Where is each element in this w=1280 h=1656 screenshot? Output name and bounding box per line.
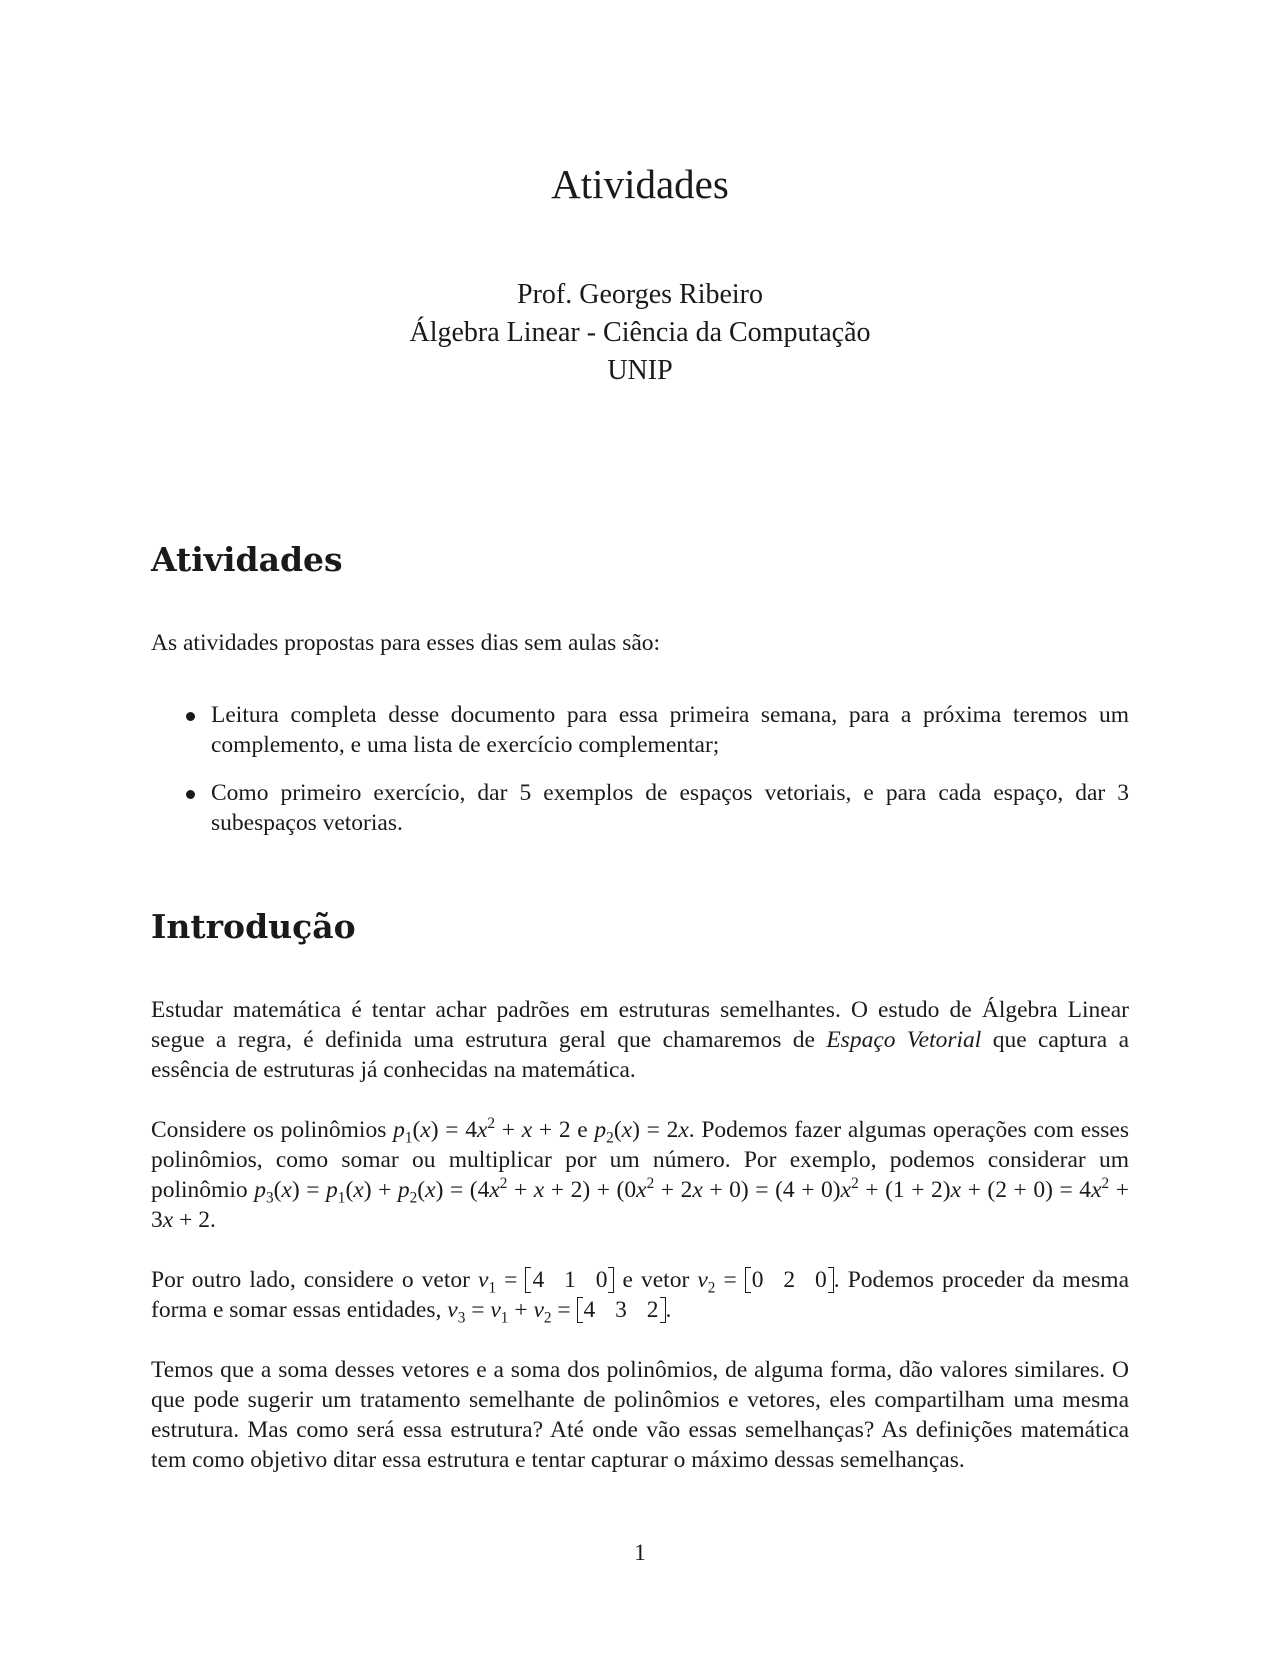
vector-v2: 0 2 0 [745,1267,834,1293]
paragraph-intro [151,995,1129,1085]
list-item [181,700,1129,760]
paragraph-text: Estudar matemática é tentar achar padrões em estruturas semelhantes. O estudo de Álgebra Linear segue a regra, é definida uma estrutura geral que chamaremos de [151,997,1129,1053]
list-item [181,778,1129,838]
bullet-icon [186,790,195,799]
emphasis-term: Espaço Vetorial [826,1027,982,1053]
paragraph-text: que captura a essência de estruturas já conhecidas na matemática. [151,1027,1129,1083]
activities-list [181,700,1129,856]
atividades-intro: As atividades propostas para esses dias sem aulas são: [151,630,661,656]
paragraph-conclusion: Temos que a soma desses vetores e a soma dos polinômios, de alguma forma, dão valores similares. O que pode sugerir um tratamento semelhante de polinômios e vetores, eles compartilham uma mesma estrutura. Mas como será essa estrutura? Até onde vão essas semelhanças? As definições matemática tem como objetivo ditar essa estrutura e tentar capturar o máximo dessas semelhanças. [151,1357,1129,1473]
bullet-icon [186,712,195,721]
document-title: Atividades [551,161,729,207]
paragraph-text: e [570,1117,595,1143]
paragraph-text: Por outro lado, considere o vetor [151,1267,478,1293]
page-number: 1 [634,1540,646,1566]
list-item-text: Leitura completa desse documento para essa primeira semana, para a próxima teremos um complemento, e uma lista de exercício complementar; [211,702,1129,758]
paragraph-polynomials: Considere os polinômios $p_1(x) = 4x^2 + x + 2$ e $p_2(x) = 2x$. Podemos fazer algumas operações com esses polinômios, como somar ou multiplicar por um número. Por exemplo, podemos considerar um polinômio $p_3(x) = p_1(x) + p_2(x) = (4x^2 + x + 2) + (0x^2 + 2x + 0) = (4 + 0)x^2 + (1 + 2)x + (2 + 0) = 4x^2 + 3x + 2$. [151,1115,1129,1233]
section-heading-introducao: Introdução [151,907,356,946]
course-name: Álgebra Linear - Ciência da Computação [409,317,871,348]
author-block [0,276,1280,390]
vector-v3: 4 3 2 [577,1297,666,1323]
vector-v1: 4 1 0 [525,1267,614,1293]
paragraph-text: . Podemos fazer algumas operações com esses polinômios, como somar ou multiplicar por um número. Por exemplo, podemos considerar um polinômio [151,1117,1129,1203]
paragraph-vectors: Por outro lado, considere o vetor $v_1 = 4$ 1 0 e vetor $v_2 = 0$ 2 0 . Podemos proceder da mesma forma e somar essas entidades, $v_3 = v_1 + v_2 = 4$ 3 2 . [151,1267,1130,1327]
institution-name: UNIP [607,355,673,386]
paragraph-text: Considere os polinômios [151,1117,394,1143]
author-name: Prof. Georges Ribeiro [517,279,763,310]
section-heading-atividades: Atividades [151,540,343,579]
paragraph-text: e vetor [614,1267,698,1293]
paragraph-text: . Podemos proceder da mesma forma e somar essas entidades, [151,1267,1130,1323]
list-item-text: Como primeiro exercício, dar 5 exemplos de espaços vetoriais, e para cada espaço, dar 3 subespaços vetorias. [211,780,1129,836]
